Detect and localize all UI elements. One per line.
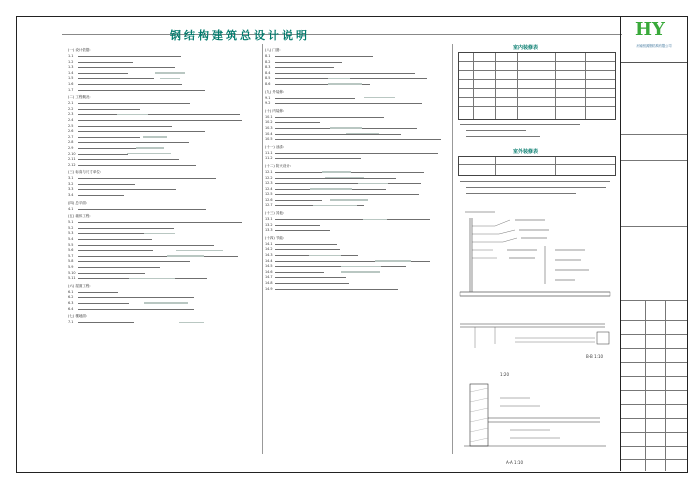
note-number: 12.3 [265, 181, 273, 186]
section-heading: (一) 设计依据: [68, 48, 91, 52]
title-block [620, 16, 687, 471]
interior-finish-table [458, 52, 616, 120]
note-number: 3.1 [68, 176, 74, 181]
note-line [68, 163, 256, 169]
note-number: 12.1 [265, 169, 273, 174]
note-number: 2.9 [68, 145, 74, 150]
company-logo: HY [635, 19, 665, 40]
note-number: 10.4 [265, 131, 273, 136]
interior-finish-table-title: 室内装修表 [513, 45, 539, 51]
section-heading: (十二) 防火设计: [265, 163, 292, 168]
note-number: 13.3 [265, 228, 273, 233]
note-number: 14.3 [265, 253, 273, 258]
note-number: 12.2 [265, 175, 273, 180]
note-number: 2.11 [68, 157, 76, 162]
note-number: 10.1 [265, 114, 273, 119]
exterior-finish-table [458, 156, 616, 176]
section-heading: (十) 内装修: [265, 108, 285, 113]
note-number: 14.8 [265, 281, 273, 285]
note-line [265, 287, 453, 293]
detail-a-section [460, 378, 610, 458]
note-number: 12.6 [265, 197, 273, 202]
note-number: 10.3 [265, 125, 273, 130]
section-heading: (十一) 油漆: [265, 144, 285, 149]
section-heading: (九) 外装修: [265, 89, 285, 94]
note-number: 10.5 [265, 137, 273, 142]
note-number: 1.3 [68, 65, 74, 70]
note-number: 12.7 [265, 203, 273, 208]
note-number: 3.2 [68, 181, 74, 186]
note-number: 13.2 [265, 222, 273, 227]
note-line [265, 82, 453, 88]
gutter-detail [455, 318, 615, 358]
note-number: 8.1 [265, 54, 271, 58]
detail-b-label: B-B 1:10 [586, 354, 604, 359]
document-title: 钢结构建筑总设计说明 [170, 29, 310, 42]
note-number: 5.6 [68, 248, 74, 253]
note-number: 1.4 [68, 70, 74, 75]
note-number: 14.9 [265, 286, 273, 291]
company-name: 河南恒源钢结构有限公司 [636, 44, 672, 48]
note-number: 14.7 [265, 275, 273, 280]
exterior-finish-table-title: 室外装修表 [513, 149, 539, 155]
note-line [68, 320, 256, 326]
note-number: 6.3 [68, 300, 74, 305]
note-number: 3.4 [68, 193, 74, 198]
note-line [68, 276, 256, 282]
note-number: 2.6 [68, 129, 74, 134]
note-number: 2.12 [68, 162, 76, 167]
section-heading: (八) 门窗: [265, 48, 281, 52]
note-line [68, 307, 256, 313]
note-number: 6.1 [68, 289, 74, 294]
note-number: 5.7 [68, 253, 74, 258]
note-line [68, 193, 256, 199]
note-number: 8.3 [265, 65, 271, 70]
note-number: 13.1 [265, 217, 273, 222]
note-number: 8.2 [265, 59, 271, 64]
note-number: 12.5 [265, 192, 273, 197]
note-line [265, 228, 453, 234]
note-number: 2.10 [68, 151, 76, 156]
note-number: 5.11 [68, 276, 76, 281]
note-number: 1.1 [68, 54, 74, 58]
section-heading: (三) 标高与尺寸单位: [68, 170, 102, 175]
note-number: 5.1 [68, 220, 74, 225]
design-notes-middle-column [265, 46, 453, 292]
design-notes-left-column [68, 46, 256, 326]
note-number: 9.1 [265, 95, 271, 100]
column-divider [262, 44, 263, 454]
note-number: 14.5 [265, 264, 273, 269]
note-number: 14.6 [265, 269, 273, 274]
note-line [265, 156, 453, 162]
note-number: 12.4 [265, 186, 273, 191]
note-number: 8.4 [265, 70, 271, 75]
note-number: 2.4 [68, 117, 74, 122]
note-line [68, 88, 256, 94]
company-logo-box [621, 16, 687, 63]
section-heading: (二) 工程概况: [68, 95, 91, 100]
note-line [68, 207, 256, 213]
detail-upper-scale: 1:20 [500, 372, 509, 377]
note-number: 5.9 [68, 265, 74, 269]
note-number: 3.3 [68, 187, 74, 192]
note-number: 10.2 [265, 120, 273, 125]
note-number: 11.2 [265, 156, 273, 161]
section-heading: (七) 楼地面: [68, 314, 88, 319]
note-number: 6.2 [68, 295, 74, 300]
note-number: 1.7 [68, 87, 74, 92]
note-number: 8.5 [265, 76, 271, 81]
note-number: 5.4 [68, 237, 74, 242]
note-number: 1.2 [68, 59, 74, 64]
note-number: 14.1 [265, 241, 273, 246]
note-number: 2.2 [68, 106, 74, 111]
note-line [265, 137, 453, 143]
note-number: 2.8 [68, 140, 74, 145]
note-number: 5.8 [68, 259, 74, 264]
section-heading: (十三) 其他: [265, 211, 285, 216]
note-number: 4.1 [68, 206, 74, 211]
note-number: 6.4 [68, 306, 74, 311]
note-number: 2.1 [68, 101, 74, 106]
note-number: 2.3 [68, 112, 74, 117]
note-number: 5.10 [68, 270, 76, 275]
note-number: 11.1 [265, 150, 273, 155]
note-number: 7.1 [68, 320, 74, 325]
note-number: 1.5 [68, 76, 74, 81]
note-number: 9.2 [265, 101, 271, 106]
section-heading: (十四) 节能: [265, 235, 285, 240]
note-number: 5.2 [68, 225, 74, 230]
note-number: 2.5 [68, 123, 74, 128]
section-heading: (四) 总平面: [68, 200, 88, 205]
section-heading: (六) 屋面工程: [68, 283, 91, 288]
note-number: 14.4 [265, 258, 273, 263]
roof-section-detail [455, 200, 615, 310]
column-divider [452, 44, 453, 454]
section-heading: (五) 墙体工程: [68, 214, 91, 219]
note-number: 1.6 [68, 81, 74, 86]
note-line [265, 203, 453, 209]
note-number: 8.6 [265, 81, 271, 86]
note-number: 2.7 [68, 134, 74, 139]
note-number: 14.2 [265, 247, 273, 252]
note-number: 5.5 [68, 242, 74, 247]
note-number: 5.3 [68, 231, 74, 236]
note-line [265, 101, 453, 107]
detail-a-label: A-A 1:10 [506, 460, 524, 465]
